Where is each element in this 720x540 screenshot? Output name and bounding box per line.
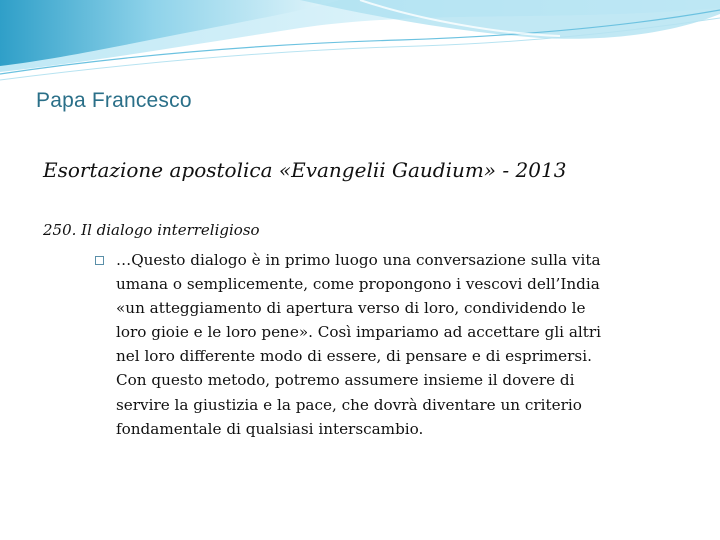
section-heading: 250. Il dialogo interreligioso <box>43 221 260 239</box>
slide-title: Papa Francesco <box>36 89 192 112</box>
quote-line: loro gioie e le loro pene». Così impariamo ad accettare gli altri <box>116 323 601 342</box>
quote-line: umana o semplicemente, come propongono i vescovi dell’India <box>116 275 600 294</box>
quote-line: …Questo dialogo è in primo luogo una conversazione sulla vita <box>116 251 601 269</box>
decorative-wave-banner <box>0 0 720 90</box>
quote-line: servire la giustizia e la pace, che dovrà diventare un criterio <box>116 395 582 414</box>
document-subtitle: Esortazione apostolica «Evangelii Gaudium» - 2013 <box>43 158 567 182</box>
quote-line: «un atteggiamento di apertura verso di loro, condividendo le <box>116 299 586 318</box>
quote-line: Con questo metodo, potremo assumere insieme il dovere di <box>116 371 575 390</box>
quote-line: fondamentale di qualsiasi interscambio. <box>116 419 424 438</box>
bullet-square-icon <box>95 256 104 265</box>
quote-paragraph <box>116 248 676 441</box>
quote-line: nel loro differente modo di essere, di pensare e di esprimersi. <box>116 347 592 366</box>
